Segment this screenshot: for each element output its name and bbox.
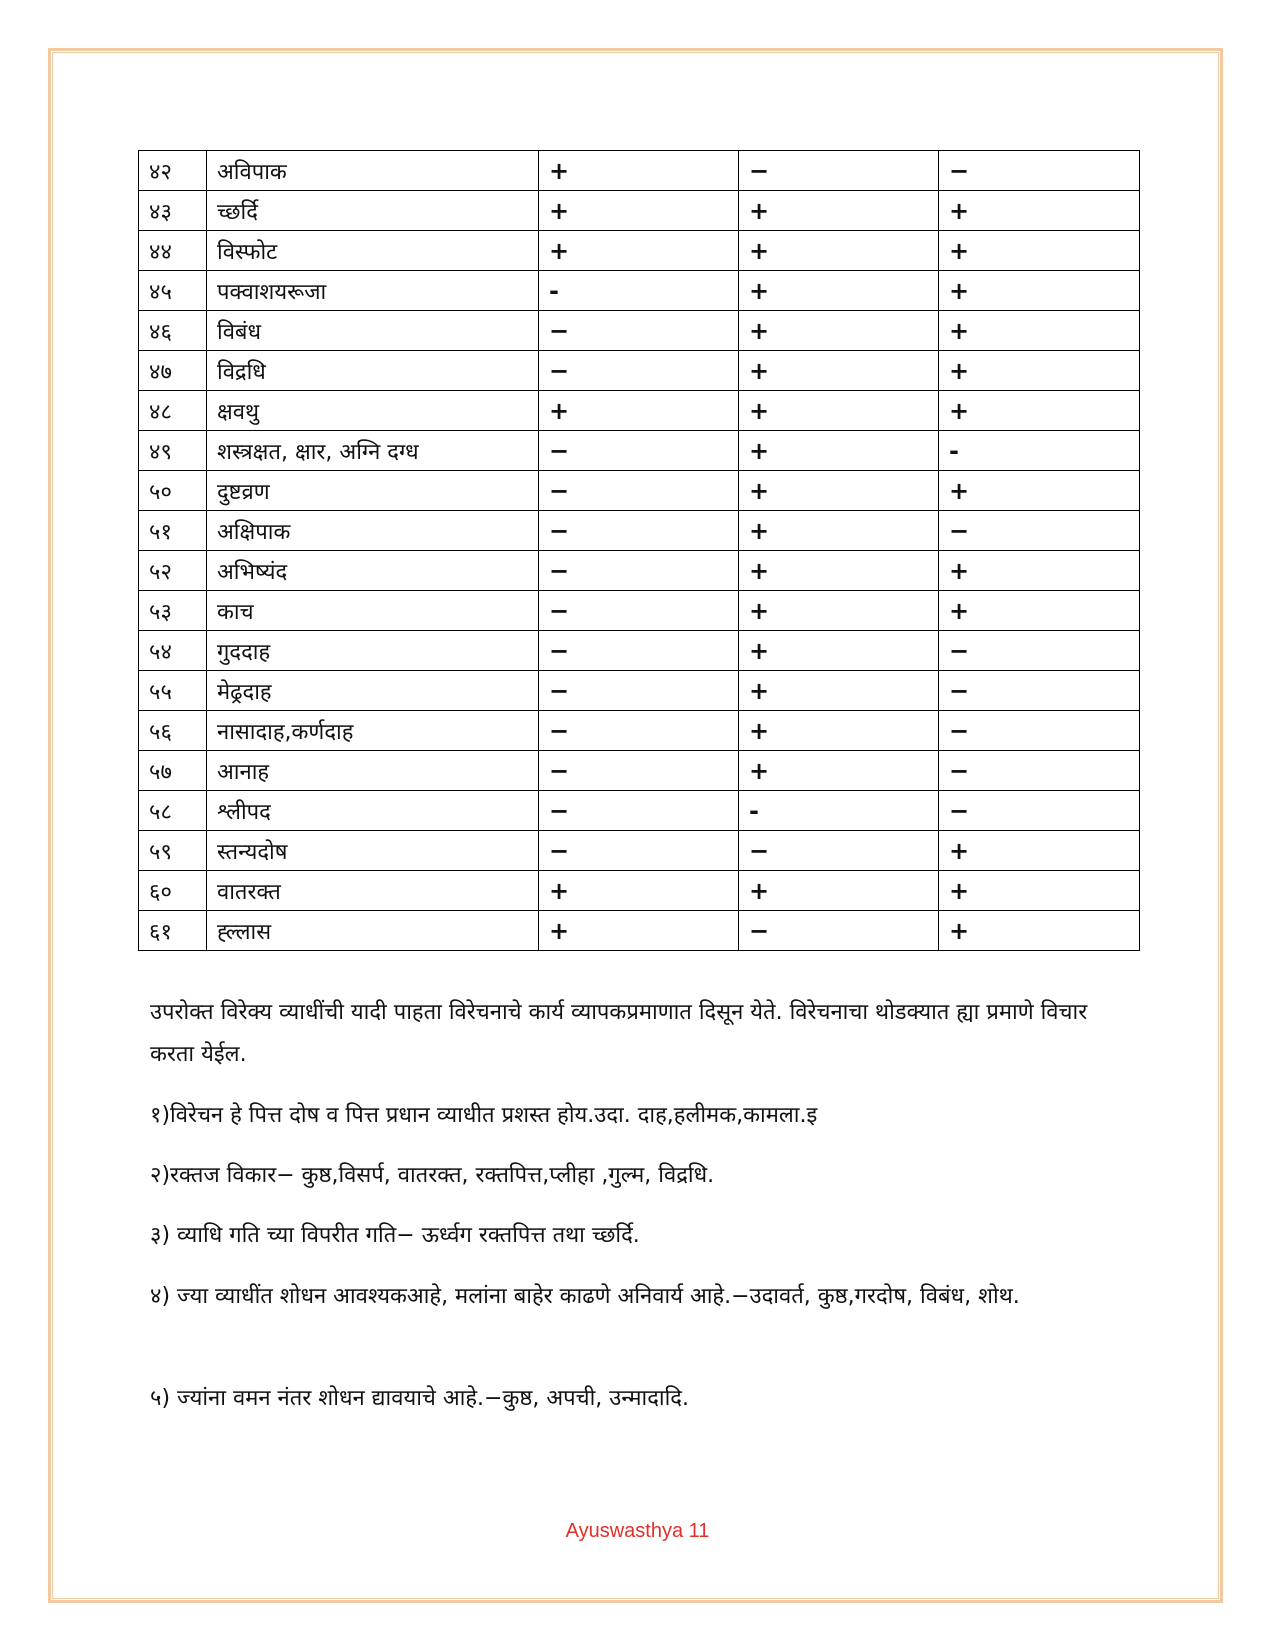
row-value-a: + <box>539 191 739 231</box>
table-row <box>139 431 1140 471</box>
row-name: आनाह <box>207 751 539 791</box>
table-row <box>139 631 1140 671</box>
row-value-b: + <box>739 751 939 791</box>
row-number: ४५ <box>139 271 207 311</box>
row-number: ५८ <box>139 791 207 831</box>
row-value-b: - <box>739 791 939 831</box>
row-value-b: + <box>739 871 939 911</box>
row-value-b: + <box>739 351 939 391</box>
row-value-b: − <box>739 911 939 951</box>
page-footer: Ayuswasthya 11 <box>565 1520 710 1542</box>
row-number: ५३ <box>139 591 207 631</box>
row-value-c: - <box>939 431 1140 471</box>
row-value-a: + <box>539 911 739 951</box>
row-value-a: − <box>539 351 739 391</box>
table-row <box>139 391 1140 431</box>
row-number: ५९ <box>139 831 207 871</box>
table-row <box>139 231 1140 271</box>
row-name: ह्ल्लास <box>207 911 539 951</box>
row-number: ५४ <box>139 631 207 671</box>
row-value-c: + <box>939 831 1140 871</box>
row-value-c: − <box>939 511 1140 551</box>
row-name: स्तन्यदोष <box>207 831 539 871</box>
row-number: ४३ <box>139 191 207 231</box>
row-value-a: − <box>539 711 739 751</box>
point-4: ४) ज्या व्याधींत शोधन आवश्यकआहे, मलांना बाहेर काढणे अनिवार्य आहे.−उदावर्त, कुष्ठ,गरदोष, विबंध, शोथ. <box>150 1284 1020 1309</box>
row-value-c: − <box>939 631 1140 671</box>
row-value-b: − <box>739 831 939 871</box>
row-name: अविपाक <box>207 151 539 191</box>
row-value-b: + <box>739 631 939 671</box>
row-value-a: − <box>539 431 739 471</box>
row-value-a: − <box>539 631 739 671</box>
table-row <box>139 831 1140 871</box>
row-value-c: − <box>939 791 1140 831</box>
row-number: ४६ <box>139 311 207 351</box>
row-name: विद्रधि <box>207 351 539 391</box>
table-row <box>139 551 1140 591</box>
table-row <box>139 591 1140 631</box>
row-name: अभिष्यंद <box>207 551 539 591</box>
row-value-c: + <box>939 311 1140 351</box>
row-value-b: − <box>739 151 939 191</box>
table-row <box>139 511 1140 551</box>
row-name: अक्षिपाक <box>207 511 539 551</box>
row-value-c: + <box>939 191 1140 231</box>
table-row <box>139 271 1140 311</box>
row-value-c: − <box>939 711 1140 751</box>
table-row <box>139 151 1140 191</box>
row-value-c: + <box>939 591 1140 631</box>
row-value-c: + <box>939 231 1140 271</box>
row-number: ५० <box>139 471 207 511</box>
table-row <box>139 751 1140 791</box>
row-name: नासादाह,कर्णदाह <box>207 711 539 751</box>
row-name: शस्त्रक्षत, क्षार, अग्नि दग्ध <box>207 431 539 471</box>
row-name: पक्वाशयरूजा <box>207 271 539 311</box>
row-value-b: + <box>739 391 939 431</box>
point-3: ३) व्याधि गति च्या विपरीत गति− ऊर्ध्वग रक्तपित्त तथा च्छर्दि. <box>150 1223 640 1248</box>
row-value-c: + <box>939 911 1140 951</box>
row-number: ४९ <box>139 431 207 471</box>
row-name: विस्फोट <box>207 231 539 271</box>
row-value-a: − <box>539 791 739 831</box>
row-value-b: + <box>739 431 939 471</box>
row-name: काच <box>207 591 539 631</box>
row-number: ५१ <box>139 511 207 551</box>
row-value-b: + <box>739 231 939 271</box>
row-number: ६१ <box>139 911 207 951</box>
row-value-b: + <box>739 191 939 231</box>
row-value-a: − <box>539 551 739 591</box>
row-value-c: − <box>939 671 1140 711</box>
table-row <box>139 191 1140 231</box>
row-value-b: + <box>739 511 939 551</box>
row-value-a: − <box>539 311 739 351</box>
row-value-b: + <box>739 711 939 751</box>
row-value-c: + <box>939 471 1140 511</box>
row-value-c: − <box>939 151 1140 191</box>
row-name: मेढ्रदाह <box>207 671 539 711</box>
table-row <box>139 911 1140 951</box>
row-value-b: + <box>739 271 939 311</box>
row-value-a: − <box>539 511 739 551</box>
row-number: ४२ <box>139 151 207 191</box>
row-value-b: + <box>739 591 939 631</box>
disease-table <box>138 150 1140 951</box>
row-number: ४७ <box>139 351 207 391</box>
table-row <box>139 311 1140 351</box>
row-value-a: − <box>539 471 739 511</box>
row-value-c: + <box>939 551 1140 591</box>
intro-paragraph: उपरोक्त विरेक्य व्याधींची यादी पाहता विरेचनाचे कार्य व्यापकप्रमाणात दिसून येते. विरेचनाचा थोडक्यात ह्या प्रमाणे विचार करता येईल. <box>150 1000 1088 1067</box>
row-value-c: + <box>939 351 1140 391</box>
row-value-b: + <box>739 471 939 511</box>
table-row <box>139 791 1140 831</box>
row-value-a: − <box>539 831 739 871</box>
table-row <box>139 351 1140 391</box>
row-number: ४४ <box>139 231 207 271</box>
row-value-a: + <box>539 231 739 271</box>
row-value-c: + <box>939 391 1140 431</box>
row-value-a: + <box>539 151 739 191</box>
row-number: ५६ <box>139 711 207 751</box>
row-name: दुष्टव्रण <box>207 471 539 511</box>
row-name: विबंध <box>207 311 539 351</box>
row-value-c: − <box>939 751 1140 791</box>
row-value-a: − <box>539 671 739 711</box>
point-2: २)रक्तज विकार− कुष्ठ,विसर्प, वातरक्त, रक्तपित्त,प्लीहा ,गुल्म, विद्रधि. <box>150 1163 715 1188</box>
row-number: ५७ <box>139 751 207 791</box>
row-value-a: − <box>539 751 739 791</box>
table-body <box>139 151 1140 951</box>
row-name: क्षवथु <box>207 391 539 431</box>
row-value-b: + <box>739 671 939 711</box>
row-value-c: + <box>939 871 1140 911</box>
row-number: ५२ <box>139 551 207 591</box>
table-row <box>139 711 1140 751</box>
point-5: ५) ज्यांना वमन नंतर शोधन द्यावयाचे आहे.−कुष्ठ, अपची, उन्मादादि. <box>150 1386 689 1411</box>
row-number: ४८ <box>139 391 207 431</box>
row-value-a: − <box>539 591 739 631</box>
row-value-a: + <box>539 871 739 911</box>
table-row <box>139 871 1140 911</box>
row-name: वातरक्त <box>207 871 539 911</box>
row-value-a: - <box>539 271 739 311</box>
row-value-b: + <box>739 311 939 351</box>
row-value-a: + <box>539 391 739 431</box>
row-number: ५५ <box>139 671 207 711</box>
row-name: गुददाह <box>207 631 539 671</box>
row-name: श्लीपद <box>207 791 539 831</box>
table-row <box>139 471 1140 511</box>
point-1: १)विरेचन हे पित्त दोष व पित्त प्रधान व्याधीत प्रशस्त होय.उदा. दाह,हलीमक,कामला.इ <box>150 1103 818 1128</box>
row-number: ६० <box>139 871 207 911</box>
row-value-b: + <box>739 551 939 591</box>
row-value-c: + <box>939 271 1140 311</box>
table-row <box>139 671 1140 711</box>
row-name: च्छर्दि <box>207 191 539 231</box>
